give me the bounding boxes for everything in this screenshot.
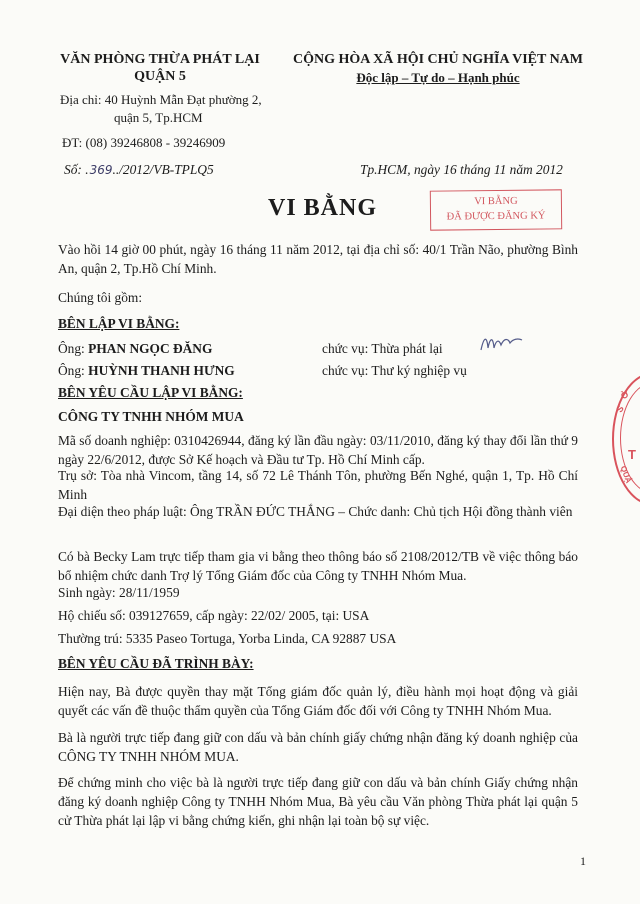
statement-heading: BÊN YÊU CẦU ĐÃ TRÌNH BÀY: [58, 656, 254, 671]
office-address-line2: quận 5, Tp.HCM [114, 110, 203, 125]
party-a-person2 [58, 362, 235, 380]
registered-stamp [430, 189, 562, 230]
page-number: 1 [580, 854, 586, 868]
document-title: VI BẰNG [268, 195, 378, 221]
party-a-person1 [58, 340, 212, 358]
office-name: VĂN PHÒNG THỪA PHÁT LẠI [60, 52, 260, 67]
person1-name: PHAN NGỌC ĐĂNG [88, 341, 213, 356]
person2-prefix: Ông: [58, 363, 85, 378]
company-office: Trụ sở: Tòa nhà Vincom, tầng 14, số 72 Lê Thánh Tôn, phường Bến Nghé, quận 1, Tp. Hồ Chí Minh [58, 468, 578, 502]
person2-name: HUỲNH THANH HƯNG [88, 363, 235, 378]
seal-letter-2: Ở [618, 388, 632, 402]
statement-paragraph3: Để chứng minh cho việc bà là người trực tiếp đang giữ con dấu và bản chính Giấy chứng nhận đăng ký doanh nghiệp Công ty TNHH Nhóm Mua, Bà yêu cầu Văn phòng Thừa phát lại quận 5 cử Thừa phát lại lập vi bằng chứng kiến, ghi nhận lại toàn bộ sự việc. [58, 775, 578, 828]
ref-prefix: Số: [64, 162, 82, 177]
office-phone: ĐT: (08) 39246808 - 39246909 [62, 135, 226, 150]
ref-suffix: ../2012/VB-TPLQ5 [112, 162, 214, 177]
members-intro: Chúng tôi gồm: [58, 290, 143, 305]
document-date: Tp.HCM, ngày 16 tháng 11 năm 2012 [360, 162, 563, 177]
seal-letter-1: S [614, 403, 626, 415]
participant-info: Có bà Becky Lam trực tiếp tham gia vi bằng theo thông báo số 2108/2012/TB về việc thông báo bổ nhiệm chức danh Trợ lý Tổng Giám đốc của Công ty TNHH Nhóm Mua. [58, 549, 578, 583]
seal-letter-3: T [628, 447, 636, 462]
signature-scribble [478, 330, 528, 356]
motto-text: Độc lập – Tự do – Hạnh phúc [356, 70, 520, 85]
stamp-line1: VI BẰNG [474, 195, 518, 208]
participant-dob: Sinh ngày: 28/11/1959 [58, 585, 180, 600]
statement-paragraph1: Hiện nay, Bà được quyền thay mặt Tổng giám đốc quản lý, điều hành mọi hoạt động và giải quyết các vấn đề thuộc thẩm quyền của Tổng Giám đốc đối với Công ty TNHH Nhóm Mua. [58, 684, 578, 718]
seal-letter-4: QUẬ [618, 464, 634, 485]
ref-handwritten-number: 369 [89, 163, 113, 177]
nation-heading: CỘNG HÒA XÃ HỘI CHỦ NGHĨA VIỆT NAM [292, 52, 583, 67]
person1-role: chức vụ: Thừa phát lại [322, 341, 443, 356]
statement-paragraph2: Bà là người trực tiếp đang giữ con dấu và bản chính giấy chứng nhận đăng ký doanh nghiệp của CÔNG TY TNHH NHÓM MUA. [58, 730, 578, 764]
office-address-line1: Địa chỉ: 40 Huỳnh Mẫn Đạt phường 2, [60, 92, 262, 107]
company-registration: Mã số doanh nghiệp: 0310426944, đăng ký lần đầu ngày: 03/11/2010, đăng ký thay đổi lần thứ 9 ngày 22/6/2012, được Sở Kế hoạch và Đầu tư Tp. Hồ Chí Minh cấp. [58, 433, 578, 467]
participant-passport: Hộ chiếu số: 039127659, cấp ngày: 22/02/ 2005, tại: USA [58, 608, 370, 623]
person1-prefix: Ông: [58, 341, 85, 356]
intro-paragraph: Vào hồi 14 giờ 00 phút, ngày 16 tháng 11 năm 2012, tại địa chỉ số: 40/1 Trần Não, phường Bình An, quận 2, Tp.Hồ Chí Minh. [58, 242, 578, 276]
party-b-heading: BÊN YÊU CẦU LẬP VI BẰNG: [58, 385, 243, 400]
participant-residence: Thường trú: 5335 Paseo Tortuga, Yorba Linda, CA 92887 USA [58, 631, 397, 646]
reference-number: Số: .369../2012/VB-TPLQ5 [64, 162, 214, 177]
motto [268, 69, 608, 86]
party-a-heading: BÊN LẬP VI BẰNG: [58, 316, 180, 331]
company-representative: Đại diện theo pháp luật: Ông TRẦN ĐỨC THẮNG – Chức danh: Chủ tịch Hội đồng thành viên [58, 504, 573, 519]
company-name: CÔNG TY TNHH NHÓM MUA [58, 409, 244, 424]
stamp-line2: ĐÃ ĐƯỢC ĐĂNG KÝ [446, 210, 546, 223]
person2-role: chức vụ: Thư ký nghiệp vụ [322, 363, 467, 378]
office-district: QUẬN 5 [134, 69, 186, 84]
